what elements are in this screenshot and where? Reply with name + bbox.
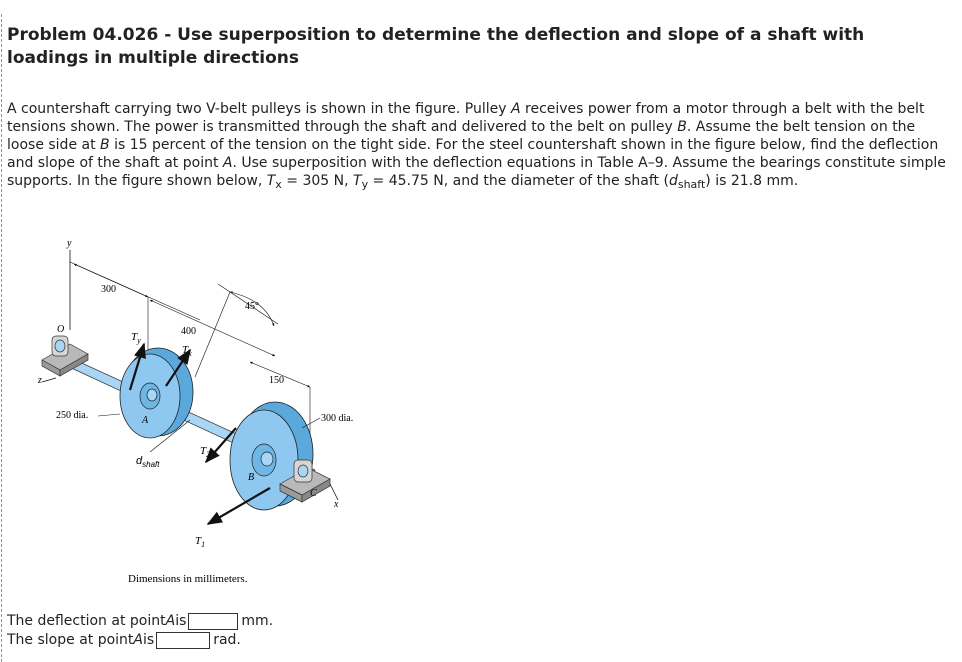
deflection-unit: mm. xyxy=(241,613,274,629)
label-t2: $T_2$ xyxy=(200,445,211,459)
deflection-point: A xyxy=(165,613,176,629)
label-z: z xyxy=(38,375,42,386)
symbol-ty-sub: y xyxy=(361,178,369,191)
z-axis xyxy=(42,378,56,382)
label-250-dia: 250 dia. xyxy=(56,410,89,421)
label-c: C xyxy=(310,488,317,499)
label-400: 400 xyxy=(181,326,196,337)
label-300-dia: 300 dia. xyxy=(321,413,354,424)
label-a: A xyxy=(142,415,149,426)
label-150: 150 xyxy=(269,375,284,386)
label-45: 45° xyxy=(245,301,259,312)
slope-unit: rad. xyxy=(213,632,241,648)
answers-block xyxy=(7,612,273,650)
statement-point-a: A xyxy=(222,155,233,171)
symbol-tx: T xyxy=(266,173,276,189)
deflection-label-is: is xyxy=(175,613,187,629)
label-x: x xyxy=(334,499,339,510)
symbol-ty: T xyxy=(353,173,362,189)
statement-text: is 15 percent of the tension on the tight side. For the steel countershaft shown in the figure below, find the deflection and slope of the shaft at point xyxy=(7,137,939,171)
statement-text: receives power from a motor through a belt with the belt tensions shown. The power is transmitted through the shaft and delivered to the belt on pulley xyxy=(7,101,925,135)
label-dshaft: $d_{shaft}$ xyxy=(136,455,160,469)
problem-statement xyxy=(7,100,952,190)
label-t1: $T_1$ xyxy=(195,535,206,549)
slope-row xyxy=(7,631,273,650)
leader-250 xyxy=(98,414,120,416)
label-o: O xyxy=(57,324,65,335)
slope-label-is: is xyxy=(143,632,155,648)
countershaft-figure xyxy=(40,232,370,590)
label-b: B xyxy=(248,472,255,483)
tx-line xyxy=(195,292,230,377)
value-dshaft: ) is 21.8 mm. xyxy=(705,173,799,189)
slope-point: A xyxy=(133,632,143,648)
statement-text: . Assume the belt tension on the loose side at xyxy=(7,119,916,153)
slope-input[interactable] xyxy=(156,632,210,649)
statement-text: A countershaft carrying two V-belt pulleys is shown in the figure. Pulley xyxy=(7,101,511,117)
slope-label: The slope at point xyxy=(7,632,134,648)
value-tx: = 305 N, xyxy=(281,173,353,189)
deflection-label: The deflection at point xyxy=(7,613,166,629)
symbol-dshaft: d xyxy=(668,173,678,189)
deflection-row xyxy=(7,612,273,631)
statement-pulley-a: A xyxy=(510,101,521,117)
label-y: y xyxy=(67,238,72,249)
figure-caption: Dimensions in millimeters. xyxy=(128,573,248,585)
statement-text: . Use superposition with the deflection equations in Table A–9. Assume the bearings constitute simple supports. In the figure shown below, xyxy=(7,155,946,189)
symbol-dshaft-sub: shaft xyxy=(677,178,706,191)
value-ty: = 45.75 N, and the diameter of the shaft ( xyxy=(368,173,669,189)
statement-pulley-b: B xyxy=(677,119,687,135)
problem-title: Problem 04.026 - Use superposition to determine the deflection and slope of a shaft with loadings in multiple directions xyxy=(7,25,865,68)
label-tx: $T_x$ xyxy=(182,344,192,358)
x-axis xyxy=(330,484,338,500)
left-margin-rule xyxy=(1,14,2,662)
symbol-tx-sub: x xyxy=(275,178,282,191)
deflection-input[interactable] xyxy=(188,613,238,630)
label-ty: $T_y$ xyxy=(131,331,141,345)
label-300: 300 xyxy=(101,284,116,295)
statement-pulley-b: B xyxy=(100,137,110,153)
